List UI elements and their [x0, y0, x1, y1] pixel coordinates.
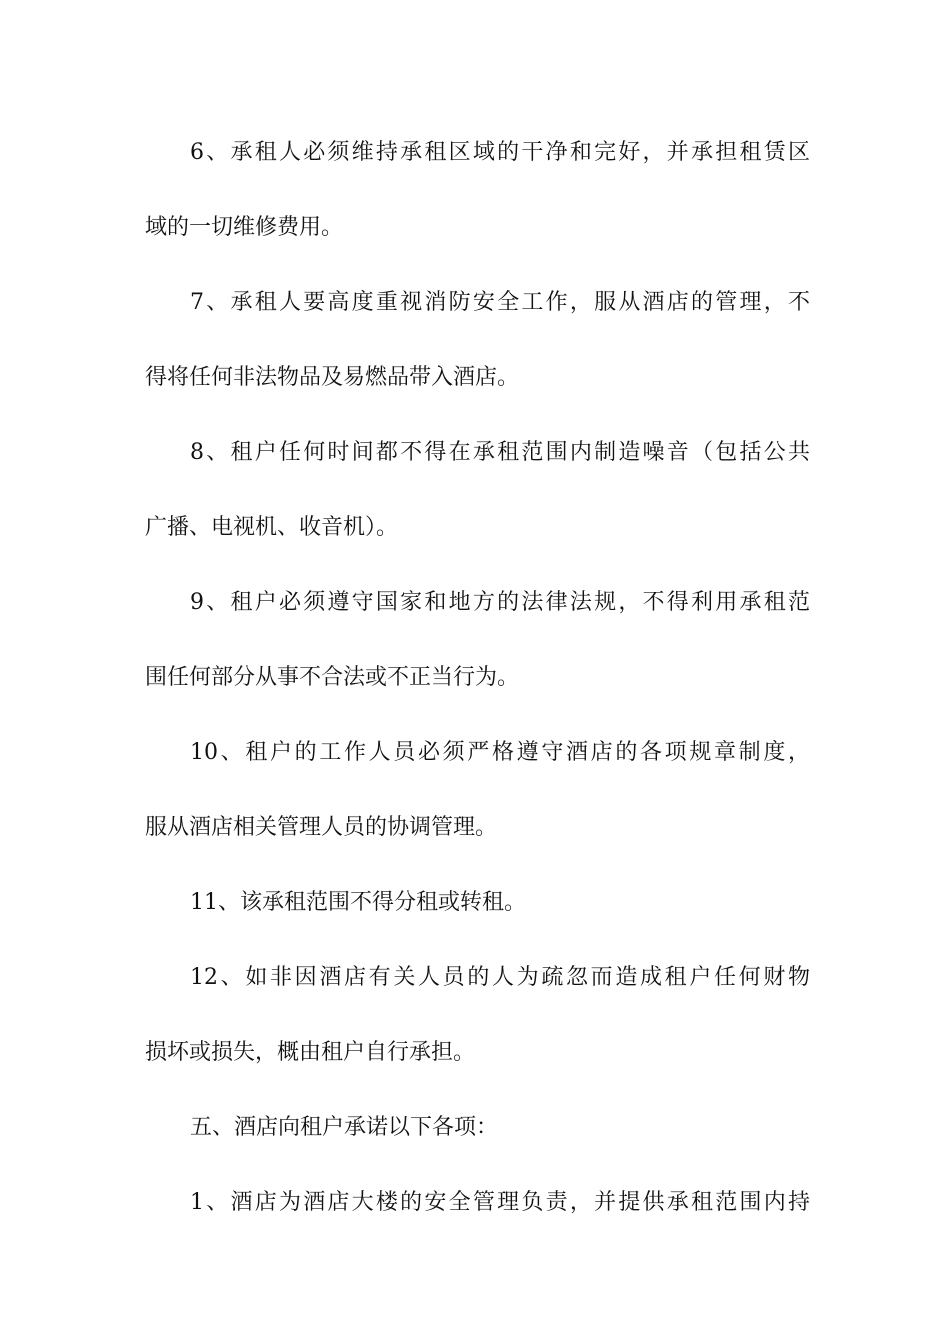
- clause-6-line-2: 域的一切维修费用。: [145, 215, 344, 240]
- clause-10-line-1: 10、租户的工作人员必须严格遵守酒店的各项规章制度，: [190, 740, 810, 765]
- section-5-clause-1-line-1: 1、酒店为酒店大楼的安全管理负责，并提供承租范围内持: [190, 1190, 810, 1215]
- clause-6-line-1: 6、承租人必须维持承租区域的干净和完好，并承担租赁区: [190, 140, 810, 165]
- clause-8-line-1: 8、租户任何时间都不得在承租范围内制造噪音（包括公共: [190, 440, 810, 465]
- clause-12-line-2: 损坏或损失，概由租户自行承担。: [145, 1040, 476, 1065]
- clause-10-line-2: 服从酒店相关管理人员的协调管理。: [145, 815, 498, 840]
- section-5-heading: 五、酒店向租户承诺以下各项：: [190, 1115, 499, 1140]
- clause-9-line-2: 围任何部分从事不合法或不正当行为。: [145, 665, 520, 690]
- clause-8-line-2: 广播、电视机、收音机）。: [145, 515, 399, 540]
- clause-7-line-2: 得将任何非法物品及易燃品带入酒店。: [145, 365, 520, 390]
- clause-7-line-1: 7、承租人要高度重视消防安全工作，服从酒店的管理，不: [190, 290, 810, 315]
- clause-12-line-1: 12、如非因酒店有关人员的人为疏忽而造成租户任何财物: [190, 965, 810, 990]
- clause-11-line-1: 11、该承租范围不得分租或转租。: [190, 890, 526, 915]
- clause-9-line-1: 9、租户必须遵守国家和地方的法律法规，不得利用承租范: [190, 590, 810, 615]
